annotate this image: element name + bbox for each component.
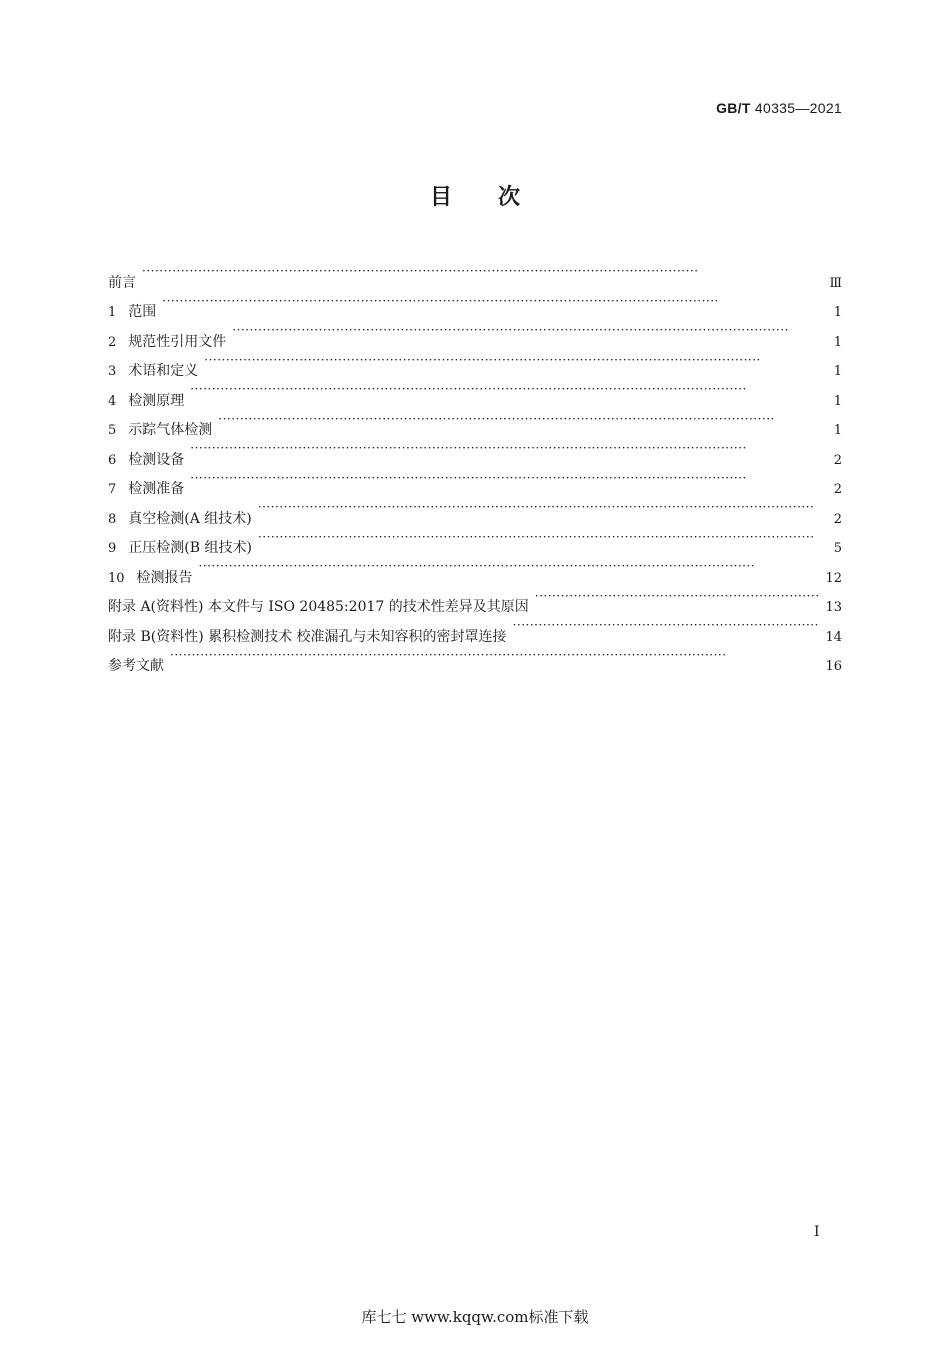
toc-page: 14 (825, 629, 842, 645)
toc-page: 1 (833, 305, 842, 320)
dot-leader (170, 641, 819, 671)
toc-page: Ⅲ (829, 275, 842, 291)
toc-number: 7 (108, 482, 117, 497)
toc-entry[interactable] (108, 316, 842, 350)
dot-leader (258, 493, 828, 523)
dot-leader (535, 582, 820, 612)
toc-label: 检测报告 (136, 569, 193, 586)
toc-page: 1 (833, 364, 842, 379)
toc-entry[interactable] (108, 405, 842, 438)
toc-entry[interactable] (108, 346, 842, 379)
toc-page: 12 (825, 570, 842, 586)
toc-entry[interactable] (108, 582, 842, 615)
toc-number: 2 (108, 334, 117, 350)
toc-page: 1 (833, 334, 842, 350)
dot-leader (190, 464, 827, 494)
standard-code (716, 100, 842, 116)
toc-number: 6 (108, 452, 117, 468)
toc-page: 2 (833, 452, 842, 468)
toc-label: 检测设备 (128, 451, 185, 468)
toc-page: 2 (833, 511, 842, 527)
toc-label: 范围 (128, 304, 157, 320)
toc-number: 9 (108, 541, 117, 556)
toc-label: 检测原理 (128, 392, 185, 409)
toc-entry[interactable] (108, 257, 842, 291)
toc-entry[interactable] (108, 434, 842, 468)
toc-label: 真空检测(A 组技术) (128, 510, 252, 527)
toc-entry[interactable] (108, 375, 842, 409)
page-number: I (814, 1224, 820, 1240)
dot-leader (258, 523, 828, 553)
table-of-contents (108, 257, 842, 674)
toc-number: 4 (108, 393, 117, 409)
toc-label: 参考文献 (108, 658, 164, 674)
toc-entry[interactable] (108, 493, 842, 527)
toc-page: 1 (833, 423, 842, 438)
toc-label: 附录 A(资料性) 本文件与 ISO 20485:2017 的技术性差异及其原因 (108, 599, 529, 615)
toc-entry[interactable] (108, 552, 842, 586)
toc-label: 规范性引用文件 (128, 333, 227, 350)
toc-number: 10 (108, 570, 125, 586)
footer-watermark: 库七七 www.kqqw.com标准下载 (361, 1308, 589, 1326)
dot-leader (232, 316, 827, 346)
toc-label: 前言 (108, 274, 136, 291)
toc-page: 2 (833, 482, 842, 497)
standard-prefix: GB/T (716, 100, 751, 116)
toc-label: 正压检测(B 组技术) (128, 540, 252, 556)
dot-leader (190, 375, 827, 405)
toc-number: 8 (108, 511, 117, 527)
dot-leader (199, 552, 820, 582)
toc-label: 检测准备 (128, 481, 185, 497)
dot-leader (204, 346, 827, 376)
toc-entry[interactable] (108, 287, 842, 320)
toc-label: 术语和定义 (128, 363, 199, 379)
dot-leader (142, 257, 823, 287)
toc-page: 13 (825, 600, 842, 615)
toc-label: 附录 B(资料性) 累积检测技术 校准漏孔与未知容积的密封罩连接 (108, 628, 507, 645)
toc-number: 3 (108, 364, 117, 379)
toc-page: 1 (833, 393, 842, 409)
dot-leader (162, 287, 827, 317)
toc-number: 5 (108, 423, 117, 438)
toc-number: 1 (108, 305, 117, 320)
dot-leader (513, 611, 820, 641)
toc-entry[interactable] (108, 641, 842, 674)
dot-leader (190, 434, 827, 464)
title-char-1: 目 (429, 185, 452, 210)
toc-page: 16 (825, 659, 842, 674)
title-char-2: 次 (498, 185, 521, 210)
dot-leader (218, 405, 827, 435)
toc-label: 示踪气体检测 (128, 422, 213, 438)
standard-number: 40335—2021 (754, 100, 842, 116)
toc-page: 5 (833, 541, 842, 556)
toc-entry[interactable] (108, 464, 842, 497)
page-title (0, 180, 950, 211)
